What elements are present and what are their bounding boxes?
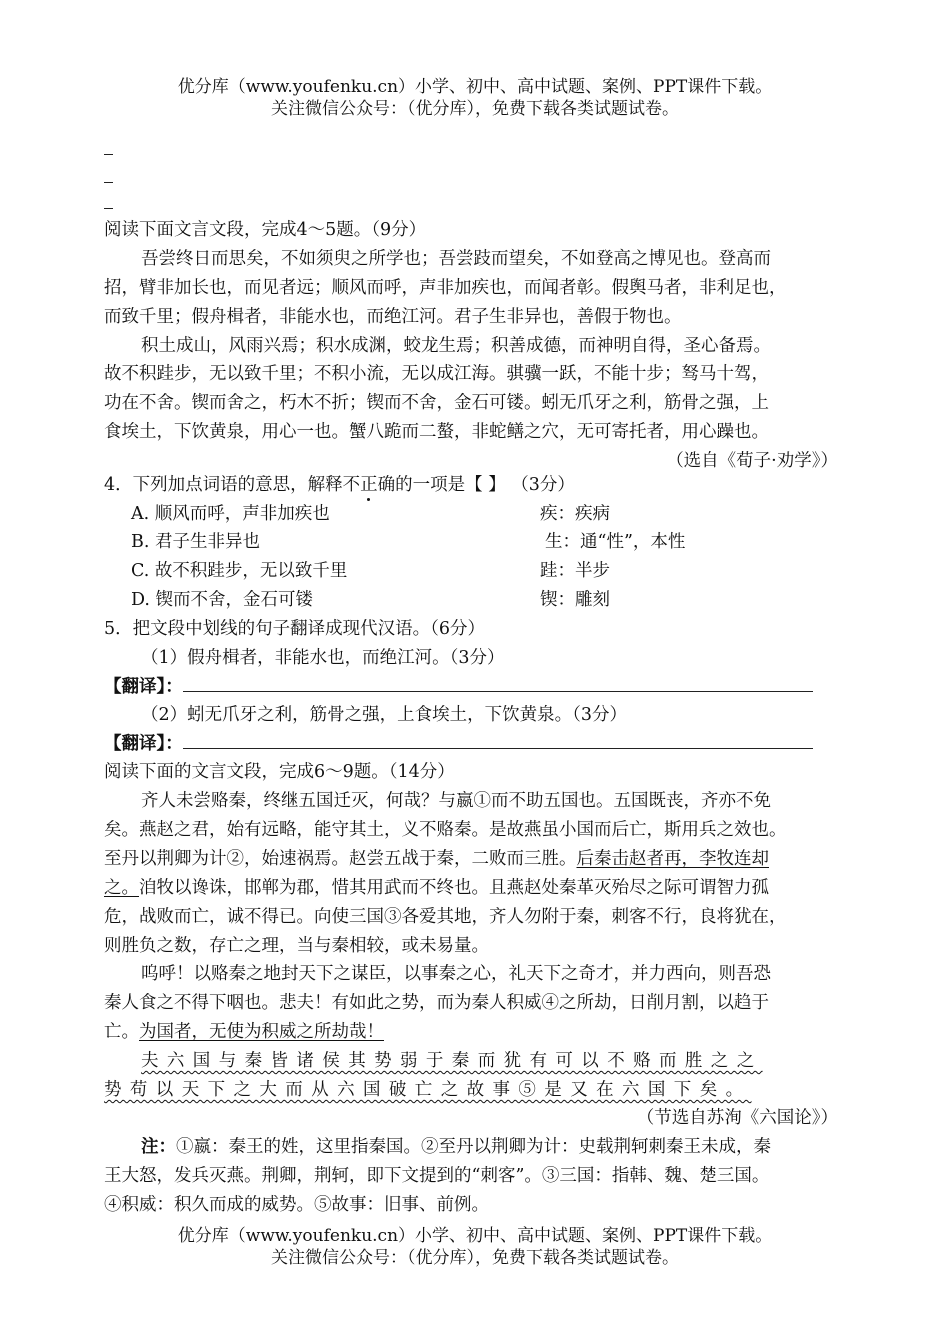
section1-intro: 阅读下面文言文段，完成4～5题。（9分） (104, 220, 427, 240)
page-header (0, 76, 950, 120)
passage1-line: 积土成山，风雨兴焉；积水成渊，蛟龙生焉；积善成德，而神明自得，圣心备焉。 (141, 336, 771, 356)
passage2-line: 危，战败而亡，诚不得已。向使三国③各爱其地，齐人勿附于秦，刺客不行，良将犹在， (104, 907, 787, 927)
translate-label: 【翻译】： (104, 734, 183, 754)
header-line-1: 优分库（www.youfenku.cn）小学、初中、高中试题、案例、PPT课件下载。 (177, 77, 773, 97)
passage2-line: 呜呼！以赂秦之地封天下之谋臣，以事秦之心，礼天下之奇才，并力西向，则吾恐 (141, 964, 771, 984)
q4-option-a-explain: 疾：疾病 (540, 504, 610, 524)
passage1-line: 故不积跬步，无以致千里；不积小流，无以成江海。骐骥一跃，不能十步；驽马十驾， (104, 364, 769, 384)
passage1-line: 而致千里；假舟楫者，非能水也，而绝江河。君子生非异也，善假于物也。 (104, 307, 682, 327)
passage2-line (104, 847, 769, 871)
underlined-sentence: 之。 (104, 878, 139, 898)
blank-dash (104, 182, 113, 183)
underlined-sentence: 后秦击赵者再，李牧连却 (576, 849, 769, 869)
q5-sentence-1: （1）假舟楫者，非能水也，而绝江河。（3分） (141, 648, 505, 668)
answer-line[interactable] (183, 748, 813, 749)
q5-sentence-2: （2）蚓无爪牙之利，筋骨之强，上食埃土，下饮黄泉。（3分） (141, 705, 628, 725)
wavy-underlined-text: 势苟以天下之大而从六国破亡之故事⑤是又在六国下矣。 (104, 1080, 752, 1100)
q4-option-c: C. 故不积跬步，无以致千里 (131, 561, 348, 581)
passage2-line: 秦人食之不得下咽也。悲夫！有如此之势，而为秦人积威④之所劫，日削月割，以趋于 (104, 993, 769, 1013)
punctuation-line (141, 1049, 763, 1073)
q4-option-d-explain: 锲：雕刻 (540, 590, 610, 610)
passage2-text: 至丹以荆卿为计②，始速祸焉。赵尝五战于秦，二败而三胜。 (104, 849, 577, 869)
footer-line-2: 关注微信公众号：（优分库），免费下载各类试题试卷。 (271, 1248, 679, 1268)
underlined-sentence: 为国者，无使为积威之所劫哉！ (139, 1022, 384, 1042)
q5-answer-2 (104, 732, 813, 756)
q4-option-b-explain: 生：通“性”，本性 (545, 532, 686, 552)
passage1-source: （选自《荀子·劝学》） (666, 451, 838, 471)
q4-option-c-explain: 跬：半步 (540, 561, 610, 581)
q4-option-b: B. 君子生非异也 (131, 532, 260, 552)
blank-dash (104, 154, 113, 155)
passage2-line: 则胜负之数，存亡之理，当与秦相较，或未易量。 (104, 936, 489, 956)
q5-answer-1 (104, 675, 813, 699)
header-line-2: 关注微信公众号：（优分库），免费下载各类试题试卷。 (271, 99, 679, 119)
q4-stem-a: 4．下列加点词语的意思，解释 (104, 475, 343, 495)
footer-line-1: 优分库（www.youfenku.cn）小学、初中、高中试题、案例、PPT课件下载。 (177, 1226, 773, 1246)
passage2-text: 洎牧以谗诛，邯郸为郡，惜其用武而不终也。且燕赵处秦革灭殆尽之际可谓智力孤 (139, 878, 769, 898)
q4-stem-emphasis: 不正确 (342, 475, 396, 495)
page-footer (0, 1225, 950, 1269)
q5-stem: 5．把文段中划线的句子翻译成现代汉语。（6分） (104, 619, 486, 639)
passage2-line: 齐人未尝赂秦，终继五国迁灭，何哉？与嬴①而不助五国也。五国既丧，齐亦不免 (141, 791, 771, 811)
passage1-line: 食埃土，下饮黄泉，用心一也。蟹八跪而二螯，非蛇鳝之穴，无可寄托者，用心躁也。 (104, 422, 769, 442)
answer-line[interactable] (183, 691, 813, 692)
passage2-text: 亡。 (104, 1022, 139, 1042)
wavy-underlined-text: 夫六国与秦皆诸侯其势弱于秦而犹有可以不赂而胜之之 (141, 1051, 763, 1071)
q4-option-d: D. 锲而不舍，金石可镂 (131, 590, 314, 610)
notes-text: ①嬴：秦王的姓，这里指秦国。②至丹以荆卿为计：史载荆轲刺秦王未成，秦 (176, 1137, 771, 1157)
q4-stem-b: 的一项是【 】 （3分） (395, 475, 575, 495)
passage2-source: （节选自苏洵《六国论》） (636, 1108, 838, 1128)
notes-line: ④积威：积久而成的威势。⑤故事：旧事、前例。 (104, 1195, 489, 1215)
passage2-line (104, 876, 769, 900)
passage2-line: 矣。燕赵之君，始有远略，能守其土，义不赂秦。是故燕虽小国而后亡，斯用兵之效也。 (104, 820, 787, 840)
passage1-line: 功在不舍。锲而舍之，朽木不折；锲而不舍，金石可镂。蚓无爪牙之利，筋骨之强，上 (104, 393, 769, 413)
passage1-line: 吾尝终日而思矣，不如须臾之所学也；吾尝跂而望矣，不如登高之博见也。登高而 (141, 249, 771, 269)
translate-label: 【翻译】： (104, 677, 183, 697)
notes-label: 注： (141, 1137, 176, 1157)
q4-option-a: A. 顺风而呼，声非加疾也 (131, 504, 330, 524)
punctuation-line (104, 1078, 752, 1102)
notes-line (141, 1135, 771, 1159)
passage2-line (104, 1020, 384, 1044)
section2-intro: 阅读下面的文言文段，完成6～9题。（14分） (104, 762, 455, 782)
blank-dash (104, 208, 113, 209)
passage1-line: 招，臂非加长也，而见者远；顺风而呼，声非加疾也，而闻者彰。假舆马者，非利足也， (104, 278, 787, 298)
notes-line: 王大怒，发兵灭燕。荆卿，荆轲，即下文提到的“刺客”。③三国：指韩、魏、楚三国。 (104, 1166, 770, 1186)
q4-stem (104, 473, 575, 497)
